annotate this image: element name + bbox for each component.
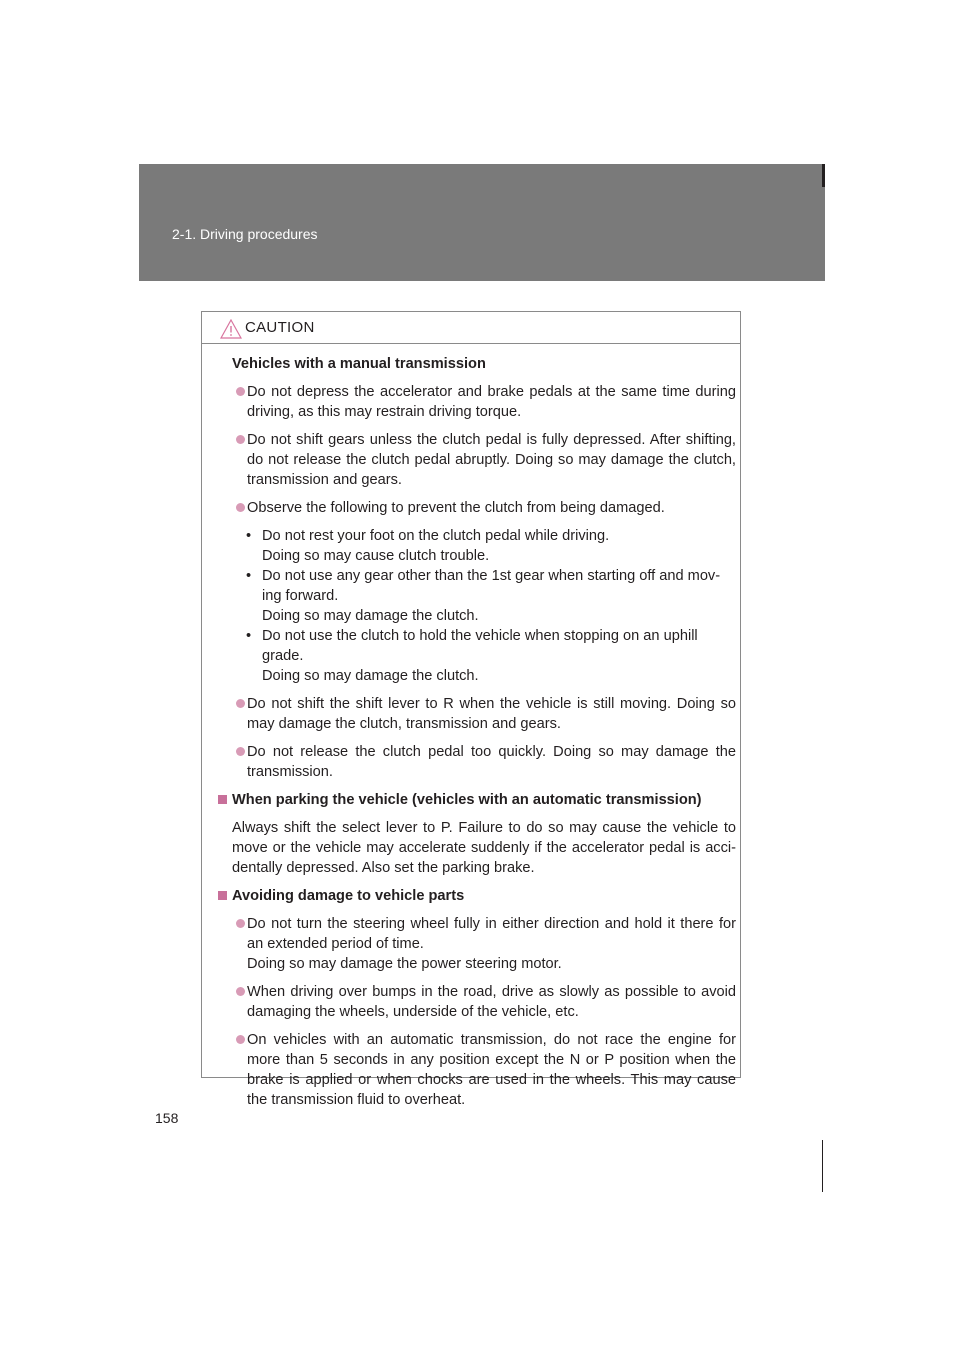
parking-heading: When parking the vehicle (vehicles with an automatic transmission)	[216, 790, 736, 810]
list-item: Do not depress the accelerator and brake pedals at the same time during driving, as this may restrain driving torque.	[216, 382, 736, 422]
section-header	[139, 164, 825, 281]
damage-heading: Avoiding damage to vehicle parts	[216, 886, 736, 906]
sub-list-item: • Do not rest your foot on the clutch pedal while driving. Doing so may cause clutch trouble.	[246, 528, 610, 564]
list-item: Do not release the clutch pedal too quickly. Doing so may damage the transmission.	[216, 742, 736, 782]
list-item: Do not shift gears unless the clutch pedal is fully depressed. After shifting, do not release the clutch pedal abruptly. Doing so may damage the clutch, transmission and gears.	[216, 430, 736, 490]
caution-content	[216, 344, 736, 1110]
caution-box	[201, 311, 741, 1108]
manual-heading: Vehicles with a manual transmission	[232, 356, 486, 372]
page-number: 158	[155, 1110, 179, 1126]
page-edge-tick	[822, 164, 825, 187]
page-edge-line	[822, 1140, 823, 1192]
warning-triangle-icon	[220, 319, 242, 339]
caution-title: CAUTION	[245, 319, 315, 336]
list-item: Do not turn the steering wheel fully in either direction and hold it there for an extended period of time. Doing so may damage the power steering motor.	[216, 914, 736, 974]
list-item: On vehicles with an automatic transmission, do not race the engine for more than 5 seconds in any position except the N or P position when the brake is applied or when chocks are used in the wheels. This may cause the transmission fluid to overheat.	[216, 1030, 736, 1110]
parking-text: Always shift the select lever to P. Failure to do so may cause the vehicle to move or the vehicle may accelerate suddenly if the accelerator pedal is acci-dentally depressed. Also set the parking brake.	[232, 820, 736, 876]
caution-header	[202, 312, 740, 344]
sub-list-item: • Do not use any gear other than the 1st gear when starting off and mov-ing forward. Doing so may damage the clutch.	[246, 568, 721, 624]
sub-list-item: • Do not use the clutch to hold the vehicle when stopping on an uphill grade. Doing so may damage the clutch.	[246, 628, 698, 684]
list-item: When driving over bumps in the road, drive as slowly as possible to avoid damaging the wheels, underside of the vehicle, etc.	[216, 982, 736, 1022]
list-item: Do not shift the shift lever to R when the vehicle is still moving. Doing so may damage the clutch, transmission and gears.	[216, 694, 736, 734]
list-item: Observe the following to prevent the clutch from being damaged.	[216, 498, 736, 518]
section-title: 2-1. Driving procedures	[172, 226, 318, 242]
